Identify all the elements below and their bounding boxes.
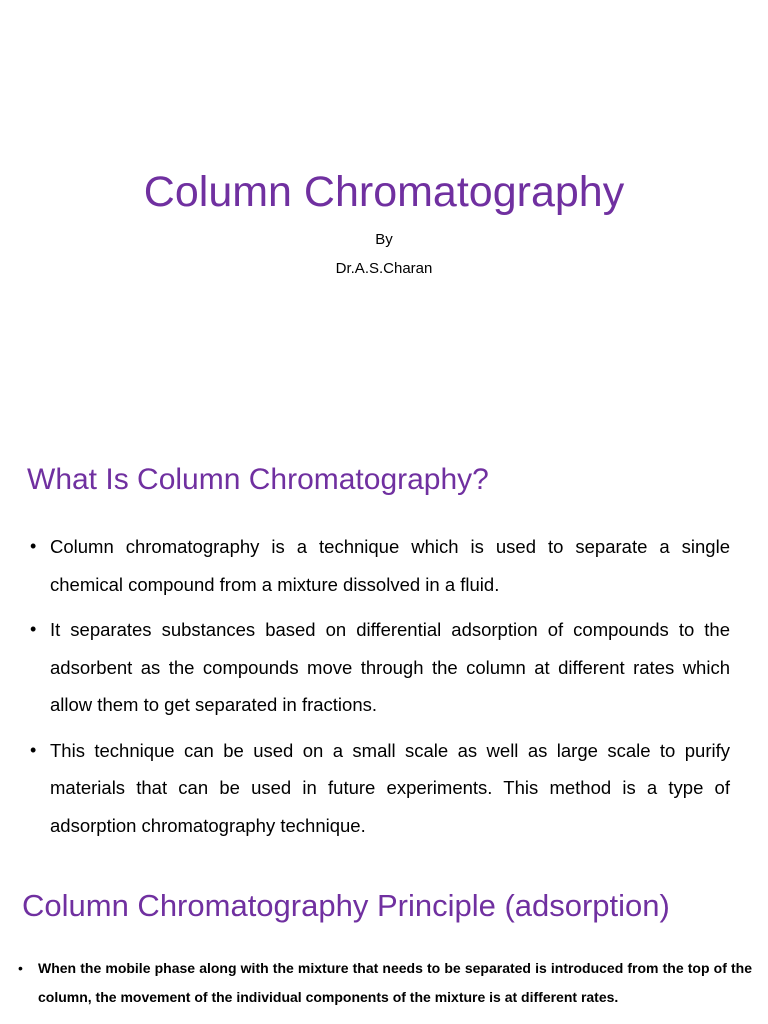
title-slide — [0, 0, 768, 432]
bullet-icon: • — [30, 536, 37, 556]
list-item — [18, 954, 752, 1012]
bullet-list-what-is — [30, 528, 730, 852]
section-heading-principle: Column Chromatography Principle (adsorption) — [22, 888, 670, 923]
list-item — [30, 611, 730, 724]
section-heading-what-is: What Is Column Chromatography? — [27, 463, 489, 496]
author-name: Dr.A.S.Charan — [335, 260, 433, 277]
bullet-icon: • — [30, 739, 37, 760]
bullet-icon: • — [30, 619, 37, 639]
bullet-text: When the mobile phase along with the mixture that needs to be separated is introduced from the top of the column, the movement of the individual components of the mixture is at different rates. — [38, 960, 752, 1005]
byline-by: By — [375, 231, 393, 248]
bullet-text: This technique can be used on a small scale as well as large scale to purify materials that can be used in future experiments. This method is a type of adsorption chromatography technique. — [50, 739, 730, 836]
list-item — [30, 528, 730, 603]
bullet-list-principle — [18, 954, 752, 1012]
list-item — [30, 732, 730, 845]
bullet-text: It separates substances based on differential adsorption of compounds to the adsorbent as the compounds move through the column at different rates which allow them to get separated in fractions. — [50, 619, 730, 715]
bullet-icon: • — [18, 960, 23, 976]
bullet-text: Column chromatography is a technique which is used to separate a single chemical compound from a mixture dissolved in a fluid. — [50, 536, 730, 595]
page-title: Column Chromatography — [143, 168, 625, 216]
